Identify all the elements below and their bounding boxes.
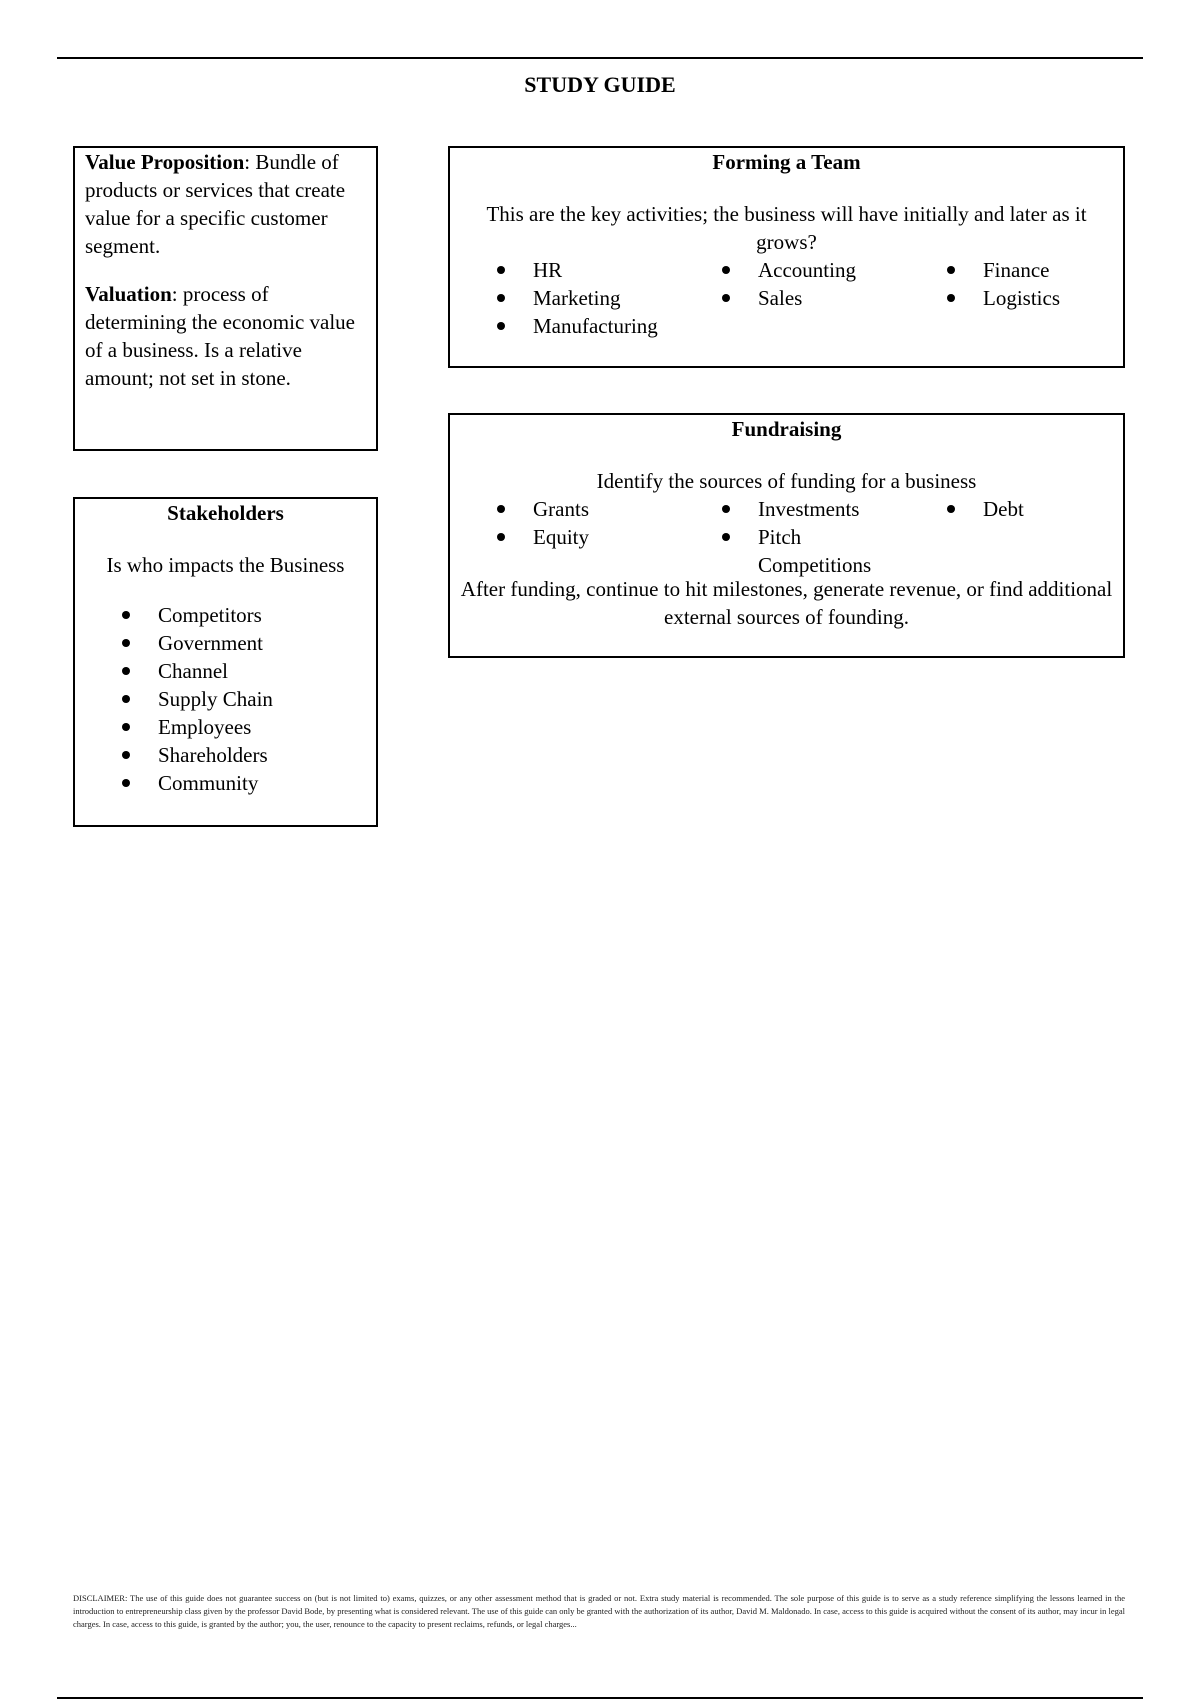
stakeholders-intro: Is who impacts the Business bbox=[106, 553, 345, 577]
funding-sources-list bbox=[450, 495, 1123, 577]
team-activities-list bbox=[450, 256, 1123, 340]
list-item: Marketing bbox=[450, 284, 675, 312]
list-item: Equity bbox=[450, 523, 675, 551]
stakeholders-box bbox=[73, 497, 378, 827]
valuation-text: : process of determining the economic value of a business. Is a relative amount; not set in stone. bbox=[85, 282, 355, 390]
list-item: Community bbox=[75, 769, 376, 797]
stakeholders-heading: Stakeholders bbox=[167, 501, 284, 525]
fundraising-lead: Identify the sources of funding for a business bbox=[596, 469, 977, 493]
fundraising-after-note: After funding, continue to hit milestones, generate revenue, or find additional external sources of founding. bbox=[460, 577, 1113, 629]
value-proposition-term: Value Proposition bbox=[85, 150, 245, 174]
list-item: Competitors bbox=[75, 601, 376, 629]
top-rule bbox=[57, 57, 1143, 59]
list-item: Government bbox=[75, 629, 376, 657]
list-item: Accounting bbox=[675, 256, 900, 284]
bottom-rule bbox=[57, 1697, 1143, 1699]
forming-team-heading: Forming a Team bbox=[712, 150, 861, 174]
forming-team-lead: This are the key activities; the business will have initially and later as it grows? bbox=[486, 202, 1087, 254]
list-item: HR bbox=[450, 256, 675, 284]
fundraising-box bbox=[448, 413, 1125, 658]
disclaimer: DISCLAIMER: The use of this guide does not guarantee success on (but is not limited to) exams, quizzes, or any other assessment method that is graded or not. Extra study material is recommended. The sole purpose of this guide is to serve as a study reference simplifying the lessons learned in the introduction to entrepreneurship class given by the professor David Bode, by presenting what is considered relevant. The use of this guide can only be granted with the authorization of its author, David M. Maldonado. In case, access to this guide is acquired without the consent of its author, may incur in legal charges. In case, access to this guide, is granted by the author; you, the user, renounce to the capacity to present reclaims, refunds, or legal charges... bbox=[73, 1593, 1125, 1629]
definitions-box bbox=[73, 146, 378, 451]
list-item: Logistics bbox=[900, 284, 1100, 312]
valuation-term: Valuation bbox=[85, 282, 172, 306]
list-item: Shareholders bbox=[75, 741, 376, 769]
list-item: Sales bbox=[675, 284, 900, 312]
list-item: Manufacturing bbox=[450, 312, 675, 340]
fundraising-heading: Fundraising bbox=[731, 417, 842, 441]
list-item: Finance bbox=[900, 256, 1100, 284]
list-item: Channel bbox=[75, 657, 376, 685]
list-item: Debt bbox=[900, 495, 1100, 523]
list-item: Supply Chain bbox=[75, 685, 376, 713]
page-title: STUDY GUIDE bbox=[524, 72, 676, 97]
stakeholders-list bbox=[75, 601, 376, 797]
list-item: Grants bbox=[450, 495, 675, 523]
valuation-definition bbox=[85, 280, 366, 392]
forming-team-box bbox=[448, 146, 1125, 368]
list-item: Employees bbox=[75, 713, 376, 741]
value-proposition-definition bbox=[85, 148, 366, 260]
list-item: Investments bbox=[675, 495, 900, 523]
list-item: Pitch Competitions bbox=[675, 523, 900, 551]
value-proposition-text: : Bundle of products or services that create value for a specific customer segment. bbox=[85, 150, 346, 258]
